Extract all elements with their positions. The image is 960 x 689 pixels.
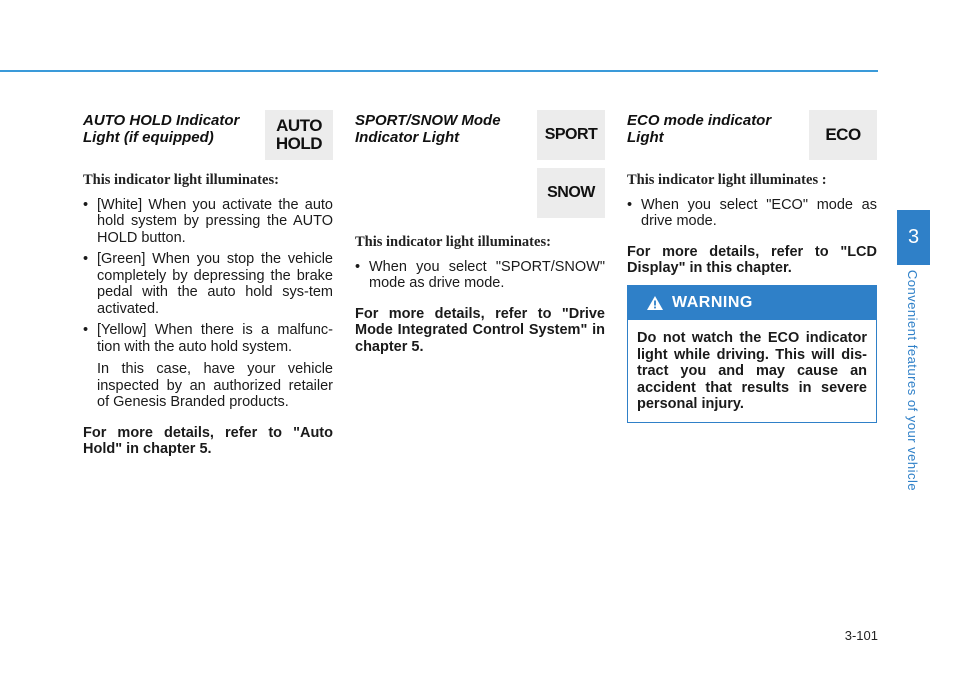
auto-hold-continuation: In this case, have your vehicle inspected by an authorized retailer of Genesis Branded products.: [97, 361, 333, 410]
page-number: 3-101: [844, 628, 878, 643]
warning-header: [628, 286, 876, 320]
auto-hold-list: [83, 197, 333, 356]
auto-hold-title: AUTO HOLD Indicator Light (if equipped): [83, 112, 240, 146]
auto-hold-subheading: This indicator light illuminates:: [83, 172, 279, 188]
chapter-title-vertical: [902, 270, 924, 490]
sport-indicator: SPORT: [537, 110, 605, 160]
sport-snow-header: [355, 110, 605, 234]
top-rule: [0, 70, 878, 72]
eco-title: ECO mode indicator Light: [627, 112, 772, 146]
eco-indicator: ECO: [809, 110, 877, 160]
sport-snow-list: [355, 259, 605, 292]
eco-list: [627, 197, 877, 230]
list-item: • When you select "ECO" mode as drive mode.: [627, 197, 877, 230]
snow-indicator: SNOW: [537, 168, 605, 218]
list-item: • When you select "SPORT/SNOW" mode as drive mode.: [355, 259, 605, 292]
eco-subheading: This indicator light illuminates :: [627, 172, 827, 188]
sport-snow-more-details: For more details, refer to "Drive Mode Integrated Control System" in chapter 5.: [355, 305, 605, 355]
warning-text: Do not watch the ECO indicator light while driving. This will dis-tract you and may cause an accident that results in severe personal injury.: [637, 330, 867, 412]
chapter-title: Convenient features of your vehicle: [905, 269, 921, 491]
sport-snow-title: SPORT/SNOW Mode Indicator Light: [355, 112, 501, 146]
list-item: • [Yellow] When there is a malfunc-tion with the auto hold system.: [83, 322, 333, 355]
auto-hold-indicator-line2: HOLD: [275, 134, 323, 153]
warning-triangle-icon: [646, 295, 664, 311]
auto-hold-indicator: [265, 110, 333, 160]
list-item: • [Green] When you stop the vehicle completely by depressing the brake pedal with the auto hold sys-tem activated.: [83, 251, 333, 317]
auto-hold-indicator-line1: AUTO: [276, 116, 322, 135]
auto-hold-more-details: For more details, refer to "Auto Hold" in chapter 5.: [83, 424, 333, 457]
auto-hold-header: [83, 110, 333, 172]
warning-label: WARNING: [672, 294, 753, 311]
chapter-tab: 3: [897, 210, 930, 265]
sport-snow-section: [355, 110, 605, 355]
eco-more-details: For more details, refer to "LCD Display" in this chapter.: [627, 243, 877, 276]
eco-section: [627, 110, 877, 277]
sport-snow-subheading: This indicator light illuminates:: [355, 234, 551, 250]
eco-header: [627, 110, 877, 172]
warning-box: [627, 285, 877, 423]
list-item: • [White] When you activate the auto hold system by pressing the AUTO HOLD button.: [83, 197, 333, 247]
auto-hold-section: [83, 110, 333, 458]
